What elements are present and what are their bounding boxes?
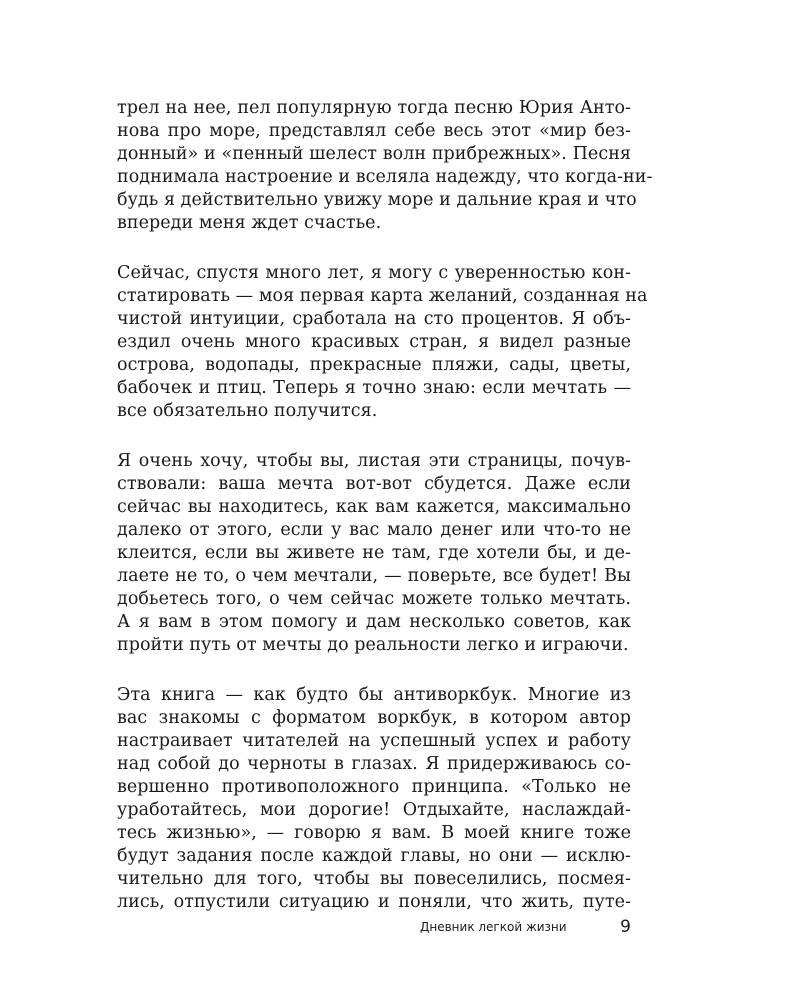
text-line: поднимала настроение и вселяла надежду, что когда-ни- <box>117 167 653 187</box>
text-line: чительно для того, чтобы вы повеселились, посмея- <box>117 869 631 889</box>
text-line: добьетесь того, о чем сейчас можете только мечтать. <box>117 589 631 609</box>
paragraph-1 <box>117 97 653 235</box>
text-line: лаете не то, о чем мечтали, — поверьте, все будет! Вы <box>117 566 631 586</box>
text-line: А я вам в этом помогу и дам несколько советов, как <box>117 612 631 632</box>
text-line: настраивает читателей на успешный успех и работу <box>117 731 631 751</box>
text-line: пройти путь от мечты до реальности легко и играючи. <box>117 635 629 655</box>
text-line: донный» и «пенный шелест волн прибрежных». Песня <box>117 144 631 164</box>
page-footer <box>420 917 631 941</box>
text-line: трел на нее, пел популярную тогда песню Юрия Анто- <box>117 98 631 118</box>
text-line: тесь жизнью», — говорю я вам. В моей книге тоже <box>117 823 631 843</box>
text-line: ствовали: ваша мечта вот-вот сбудется. Даже если <box>117 474 631 494</box>
text-line: Эта книга — как будто бы антиворкбук. Многие из <box>117 685 631 705</box>
paragraph-3 <box>117 450 631 657</box>
text-line: вершенно противоположного принципа. «Только не <box>117 777 631 797</box>
text-line: Я очень хочу, чтобы вы, листая эти страницы, почув- <box>117 451 631 471</box>
text-line: ездил очень много красивых стран, я видел разные <box>117 332 631 352</box>
book-page-body <box>117 97 653 941</box>
page-number: 9 <box>620 917 631 937</box>
text-line: будут задания после каждой главы, но они — исклю- <box>117 846 631 866</box>
running-title: Дневник легкой жизни <box>420 920 567 934</box>
text-line: уработайтесь, мои дорогие! Отдыхайте, наслаждай- <box>117 800 631 820</box>
text-line: нова про море, представлял себе весь этот «мир без- <box>117 121 631 141</box>
text-line: впереди меня ждет счастье. <box>117 213 382 233</box>
text-line: вас знакомы с форматом воркбук, в котором автор <box>117 708 631 728</box>
text-line: чистой интуиции, сработала на сто процентов. Я объ- <box>117 309 631 329</box>
text-line: далеко от этого, если у вас мало денег или что-то не <box>117 520 631 540</box>
paragraph-2 <box>117 262 648 423</box>
text-line: острова, водопады, прекрасные пляжи, сады, цветы, <box>117 355 631 375</box>
text-line: клеится, если вы живете не там, где хотели бы, и де- <box>117 543 631 563</box>
text-line: сейчас вы находитесь, как вам кажется, максимально <box>117 497 631 517</box>
text-line: лись, отпустили ситуацию и поняли, что жить, путе- <box>117 892 631 912</box>
text-line: бабочек и птиц. Теперь я точно знаю: если мечтать — <box>117 378 631 398</box>
text-line: статировать — моя первая карта желаний, созданная на <box>117 286 648 306</box>
text-line: все обязательно получится. <box>117 401 378 421</box>
text-line: будь я действительно увижу море и дальние края и что <box>117 190 637 210</box>
paragraph-4 <box>117 684 631 914</box>
text-line: Сейчас, спустя много лет, я могу с уверенностью кон- <box>117 263 631 283</box>
text-line: над собой до черноты в глазах. Я придерживаюсь со- <box>117 754 631 774</box>
